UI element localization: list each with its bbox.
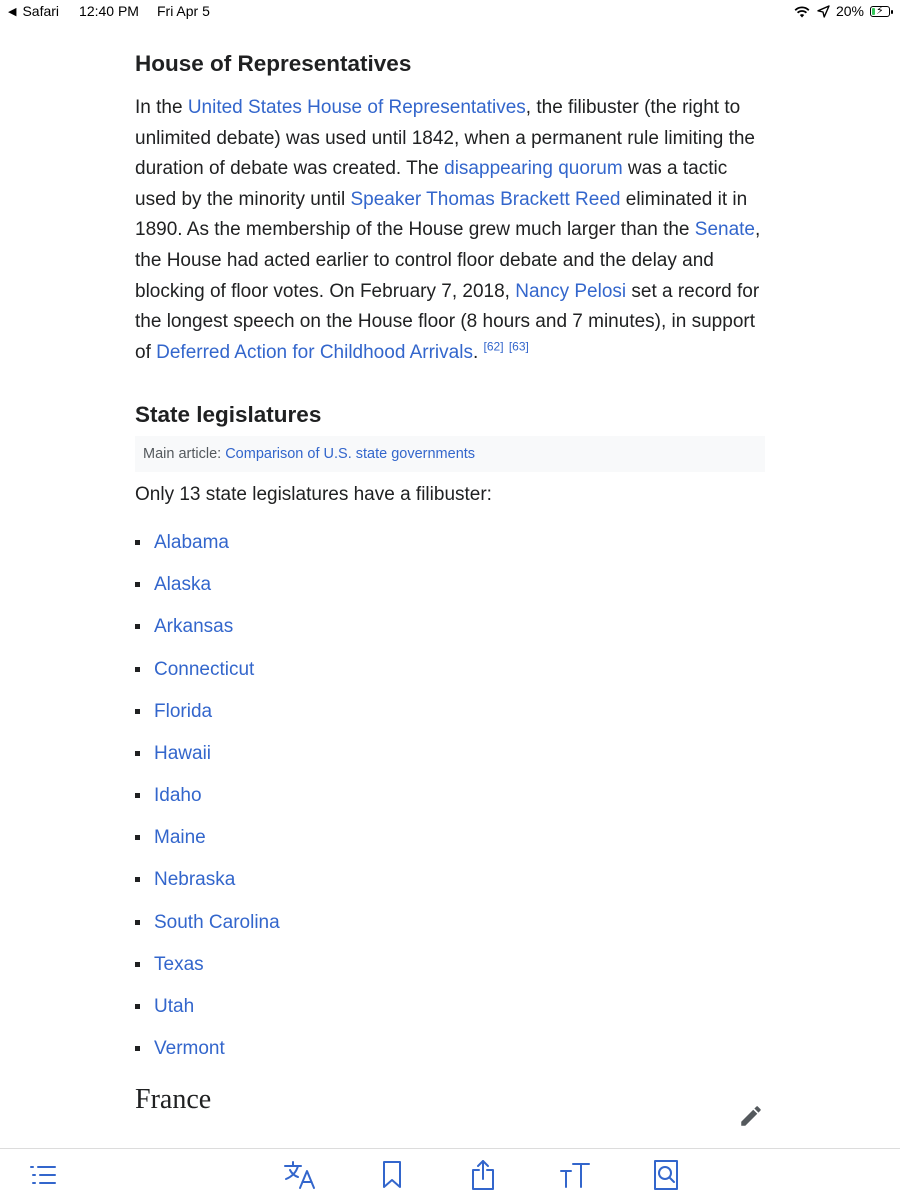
list-item [135,522,765,564]
inline-link[interactable]: Deferred Action for Childhood Arrivals [156,341,473,363]
state-link[interactable]: South Carolina [154,911,280,933]
bullet-icon [135,582,140,587]
state-list [135,522,765,1070]
battery-percent: 20% [835,3,864,19]
bottom-toolbar [0,1148,900,1201]
paragraph-text: In the [135,97,188,118]
contents-list-icon [29,1163,57,1187]
hatnote-main-article [135,436,765,472]
section-heading-france: France [135,1084,212,1116]
list-item [135,606,765,648]
state-link[interactable]: Hawaii [154,742,212,764]
bookmark-icon [381,1160,403,1190]
bullet-icon [135,793,140,798]
bullet-icon [135,709,140,714]
share-icon [470,1159,496,1191]
state-link[interactable]: Texas [154,953,204,975]
bullet-icon [135,877,140,882]
wifi-icon [793,5,811,18]
list-item [135,902,765,944]
section-heading-state-legislatures: State legislatures [135,402,322,428]
text-size-icon [559,1161,591,1189]
inline-link[interactable]: Speaker Thomas Brackett Reed [350,188,621,210]
state-link[interactable]: Alaska [154,574,212,596]
location-arrow-icon [817,5,830,18]
paragraph-text: set a record for the longest speech on the House floor (8 hours and 7 minutes), in support of [135,280,760,363]
reference-link[interactable]: [63] [508,339,529,354]
bullet-icon [135,624,140,629]
state-link[interactable]: Florida [154,700,213,722]
bullet-icon [135,751,140,756]
reference-link[interactable]: [62] [483,339,504,354]
list-item [135,649,765,691]
state-link[interactable]: Arkansas [154,616,234,638]
translate-button[interactable] [282,1157,318,1193]
list-item [135,986,765,1028]
state-link[interactable]: Idaho [154,785,202,807]
state-intro: Only 13 state legislatures have a filibuster: [135,484,492,506]
list-item [135,817,765,859]
status-time: 12:40 PM [79,3,139,19]
state-link[interactable]: Maine [154,827,206,849]
find-in-page-button[interactable] [648,1157,684,1193]
translate-icon [283,1160,317,1190]
inline-link[interactable]: disappearing quorum [444,158,623,180]
state-link[interactable]: Connecticut [154,658,255,680]
list-item [135,859,765,901]
inline-link[interactable]: United States House of Representatives [187,97,526,118]
paragraph-text: , the filibuster (the right to unlimited debate) was used until 1842, when a permanent rule limiting the duration of debate was created. The [135,97,755,180]
bookmark-button[interactable] [374,1157,410,1193]
bullet-icon [135,1046,140,1051]
list-item [135,944,765,986]
house-paragraph [135,93,765,368]
state-link[interactable]: Alabama [154,531,229,553]
article-content [135,40,765,1116]
list-item [135,564,765,606]
status-date: Fri Apr 5 [156,3,210,19]
contents-list-button[interactable] [25,1157,61,1193]
bullet-icon [135,835,140,840]
battery-charging-icon: ⚡ [870,6,890,17]
pencil-icon[interactable] [738,1103,764,1129]
section-heading-house: House of Representatives [135,51,412,76]
text-size-button[interactable] [557,1157,593,1193]
paragraph-text: was a tactic used by the minority until [135,158,728,210]
list-item [135,1028,765,1070]
bullet-icon [135,920,140,925]
paragraph-text: . [472,341,484,363]
list-item [135,691,765,733]
list-item [135,775,765,817]
status-bar [0,0,900,24]
share-button[interactable] [465,1157,501,1193]
paragraph-text: eliminated it in 1890. As the membership of the House grew much larger than the [135,188,748,241]
find-in-page-icon [652,1159,680,1191]
bullet-icon [135,1004,140,1009]
hatnote-link[interactable]: Comparison of U.S. state governments [225,446,476,463]
back-app-label[interactable]: Safari [22,3,60,19]
hatnote-prefix: Main article: [143,446,226,463]
bullet-icon [135,962,140,967]
inline-link[interactable]: Senate [694,219,755,241]
list-item [135,733,765,775]
bullet-icon [135,540,140,545]
state-link[interactable]: Utah [154,996,195,1017]
bullet-icon [135,667,140,672]
paragraph-text: , the House had acted earlier to control floor debate and the delay and blocking of floor votes. On February 7, 2018, [135,219,761,302]
state-link[interactable]: Nebraska [154,869,236,891]
state-link[interactable]: Vermont [154,1038,225,1060]
inline-link[interactable]: Nancy Pelosi [515,280,627,302]
back-arrow-icon[interactable]: ◀ [8,5,17,18]
